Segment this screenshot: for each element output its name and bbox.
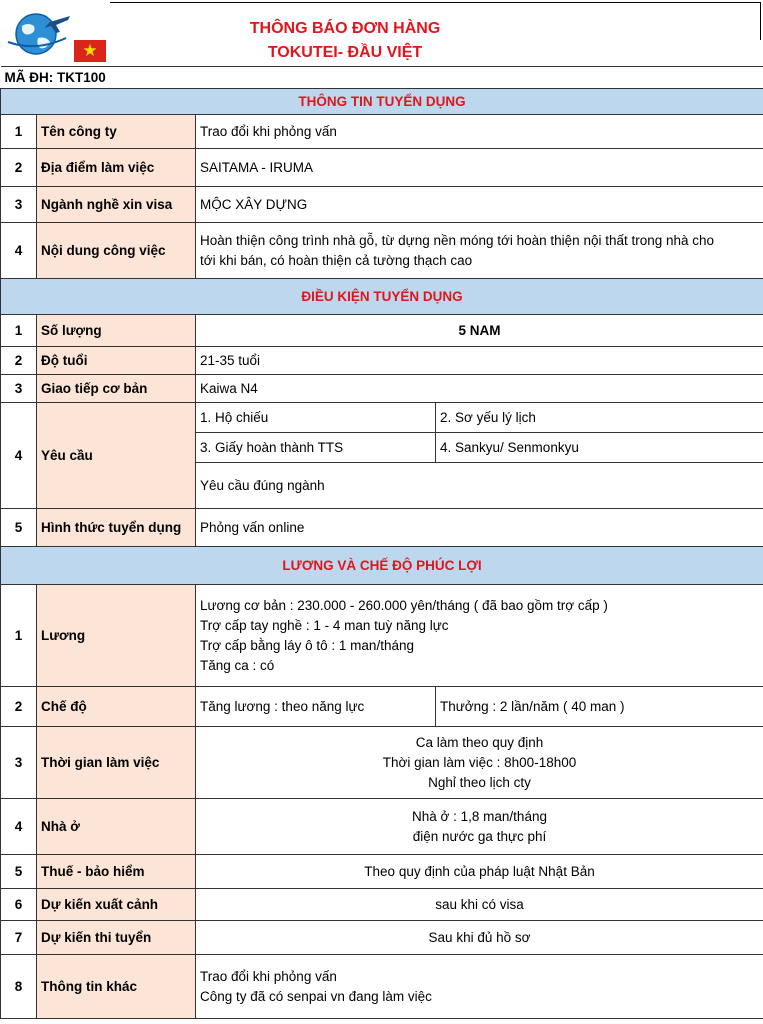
document-subtitle: TOKUTEI- ĐẦU VIỆT	[267, 44, 423, 61]
row-label: Chế độ	[37, 687, 196, 727]
working-time-value	[196, 727, 763, 799]
requirement-item: 3. Giấy hoàn thành TTS	[196, 433, 436, 463]
header-top-border	[110, 2, 761, 3]
table-row	[1, 921, 763, 955]
row-number: 7	[1, 921, 37, 955]
language-value: Kaiwa N4	[196, 375, 763, 403]
document-header	[0, 0, 763, 66]
row-number: 1	[1, 315, 37, 347]
requirement-item: Yêu cầu đúng ngành	[196, 463, 763, 509]
job-description-line: tới khi bán, có hoàn thiện cả tường thạch cao	[200, 252, 473, 268]
workplace-value: SAITAMA - IRUMA	[196, 149, 763, 187]
housing-line: Nhà ở : 1,8 man/tháng	[412, 808, 547, 824]
age-value: 21-35 tuổi	[196, 347, 763, 375]
row-number: 4	[1, 799, 37, 855]
row-number: 6	[1, 889, 37, 921]
table-row	[1, 187, 763, 223]
row-number: 3	[1, 375, 37, 403]
table-row	[1, 687, 763, 727]
other-info-line: Trao đổi khi phỏng vấn	[200, 968, 337, 984]
table-row	[1, 315, 763, 347]
recruitment-method-value: Phỏng vấn online	[196, 509, 763, 547]
table-row	[1, 585, 763, 687]
bonus-value: Thưởng : 2 lần/năm ( 40 man )	[436, 687, 763, 727]
salary-line: Lương cơ bản : 230.000 - 260.000 yên/tháng ( đã bao gồm trợ cấp )	[200, 597, 608, 613]
row-label: Nội dung công việc	[37, 223, 196, 279]
row-label: Yêu cầu	[37, 403, 196, 509]
order-table	[0, 66, 763, 1019]
requirement-item: 4. Sankyu/ Senmonkyu	[436, 433, 763, 463]
row-number: 4	[1, 223, 37, 279]
row-label: Số lượng	[37, 315, 196, 347]
exam-date-value: Sau khi đủ hồ sơ	[196, 921, 763, 955]
header-right-border	[760, 2, 761, 40]
row-number: 3	[1, 727, 37, 799]
other-info-value	[196, 955, 763, 1019]
raise-value: Tăng lương : theo năng lực	[196, 687, 436, 727]
section-row	[1, 279, 763, 315]
table-row	[1, 509, 763, 547]
other-info-line: Công ty đã có senpai vn đang làm việc	[200, 988, 432, 1004]
departure-value: sau khi có visa	[196, 889, 763, 921]
order-code: MÃ ĐH: TKT100	[1, 67, 763, 89]
row-label: Thông tin khác	[37, 955, 196, 1019]
row-number: 5	[1, 855, 37, 889]
row-label: Hình thức tuyển dụng	[37, 509, 196, 547]
row-number: 1	[1, 585, 37, 687]
row-label: Dự kiến thi tuyển	[37, 921, 196, 955]
visa-field-value: MỘC XÂY DỰNG	[196, 187, 763, 223]
table-row	[1, 115, 763, 149]
table-row	[1, 347, 763, 375]
row-number: 2	[1, 149, 37, 187]
salary-line: Trợ cấp tay nghề : 1 - 4 man tuỳ năng lực	[200, 617, 449, 633]
row-label: Ngành nghề xin visa	[37, 187, 196, 223]
row-label: Địa điểm làm việc	[37, 149, 196, 187]
row-label: Độ tuổi	[37, 347, 196, 375]
row-number: 1	[1, 115, 37, 149]
table-row	[1, 223, 763, 279]
section-row	[1, 547, 763, 585]
salary-line: Trợ cấp bằng láy ô tô : 1 man/tháng	[200, 637, 414, 653]
row-number: 2	[1, 687, 37, 727]
table-row	[1, 403, 763, 433]
row-number: 3	[1, 187, 37, 223]
vietnam-flag-icon	[74, 40, 106, 62]
row-label: Giao tiếp cơ bản	[37, 375, 196, 403]
row-label: Thời gian làm việc	[37, 727, 196, 799]
section-recruitment-conditions: ĐIỀU KIỆN TUYỂN DỤNG	[1, 279, 763, 315]
housing-value	[196, 799, 763, 855]
table-row	[1, 727, 763, 799]
globe-airplane-logo	[6, 8, 72, 58]
document-title: THÔNG BÁO ĐƠN HÀNG	[249, 20, 441, 37]
salary-value	[196, 585, 763, 687]
table-row	[1, 149, 763, 187]
housing-line: điện nước ga thực phí	[412, 828, 547, 844]
requirement-item: 1. Hộ chiếu	[196, 403, 436, 433]
row-label: Nhà ở	[37, 799, 196, 855]
company-name-value: Trao đổi khi phỏng vấn	[196, 115, 763, 149]
row-number: 8	[1, 955, 37, 1019]
tax-insurance-value: Theo quy định của pháp luật Nhật Bản	[196, 855, 763, 889]
table-row	[1, 799, 763, 855]
table-row	[1, 855, 763, 889]
job-description-value	[196, 223, 763, 279]
working-time-line: Nghỉ theo lịch cty	[428, 774, 531, 790]
quantity-value: 5 NAM	[196, 315, 763, 347]
row-label: Thuế - bảo hiểm	[37, 855, 196, 889]
section-recruitment-info: THÔNG TIN TUYỂN DỤNG	[1, 89, 763, 115]
table-row	[1, 889, 763, 921]
row-label: Tên công ty	[37, 115, 196, 149]
table-row	[1, 955, 763, 1019]
row-label: Lương	[37, 585, 196, 687]
salary-line: Tăng ca : có	[200, 657, 275, 673]
row-number: 4	[1, 403, 37, 509]
section-row	[1, 89, 763, 115]
requirement-item: 2. Sơ yếu lý lịch	[436, 403, 763, 433]
row-number: 5	[1, 509, 37, 547]
working-time-line: Thời gian làm việc : 8h00-18h00	[382, 754, 577, 770]
row-label: Dự kiến xuất cảnh	[37, 889, 196, 921]
working-time-line: Ca làm theo quy định	[415, 734, 544, 750]
job-description-line: Hoàn thiện công trình nhà gỗ, từ dựng nền móng tới hoàn thiện nội thất trong nhà cho	[200, 232, 715, 248]
table-row	[1, 375, 763, 403]
order-code-row	[1, 67, 763, 89]
section-salary-benefits: LƯƠNG VÀ CHẾ ĐỘ PHÚC LỢI	[1, 547, 763, 585]
flag-star-icon: ★	[82, 41, 98, 60]
row-number: 2	[1, 347, 37, 375]
